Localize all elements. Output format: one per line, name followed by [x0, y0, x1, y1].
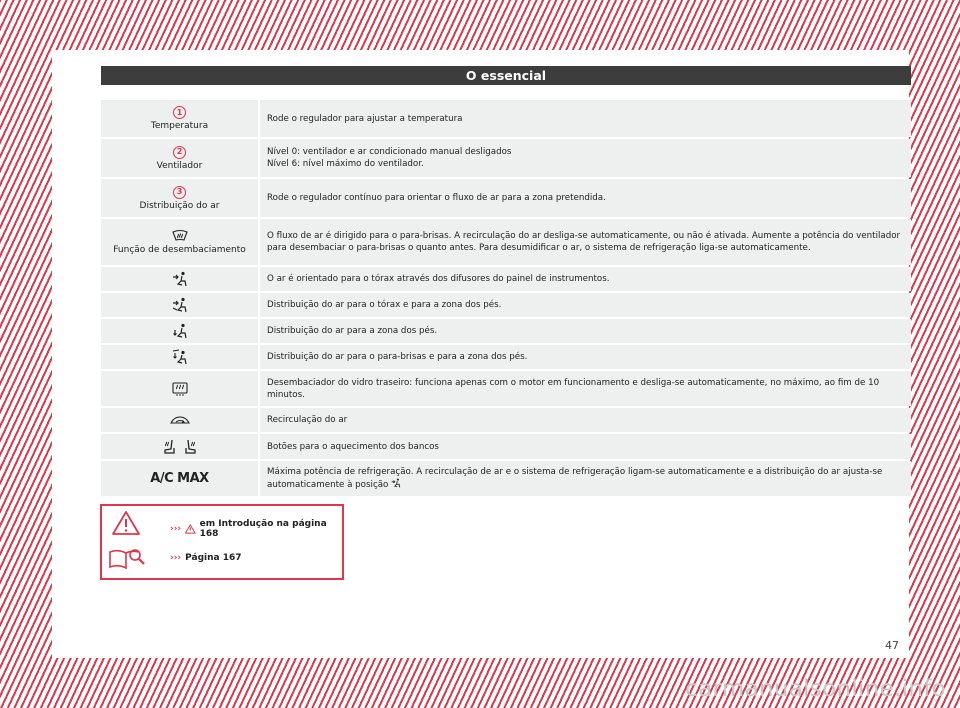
- table-row: [101, 219, 911, 265]
- page: [52, 50, 909, 658]
- airflow-chest-icon: [391, 478, 401, 488]
- section-header: O essencial: [101, 66, 911, 85]
- description-line: O ar é orientado para o tórax através dos difusores do painel de instrumentos.: [267, 274, 610, 284]
- row-description: [260, 434, 911, 459]
- description-line: Distribuição do ar para a zona dos pés.: [267, 326, 438, 336]
- description-line: Rode o regulador contínuo para orientar o fluxo de ar para a zona pretendida.: [267, 193, 606, 203]
- description-line: Rode o regulador para ajustar a temperatura: [267, 113, 463, 124]
- table-row: [101, 345, 911, 369]
- row-description: [260, 408, 911, 432]
- table-row: [101, 461, 911, 496]
- row-description: [260, 293, 911, 317]
- row-icon-cell: [101, 267, 260, 291]
- warning-small-icon: [185, 524, 196, 534]
- row-description: [260, 219, 911, 265]
- description-line: Máxima potência de refrigeração. A recirculação de ar e o sistema de refrigeração ligam-se automaticamente e a distribuição do ar ajusta-se automaticamente à posição: [267, 467, 883, 490]
- recirculation-icon: [170, 414, 190, 426]
- chevron-icon: ›››: [170, 553, 182, 563]
- row-label-cell: [101, 219, 260, 265]
- description-line: Distribuição do ar para o para-brisas e para a zona dos pés.: [267, 352, 528, 362]
- page-reference-text: Página 167: [185, 553, 242, 563]
- warning-triangle-icon: [112, 511, 140, 535]
- table-row: [101, 139, 911, 177]
- row-icon-cell: [101, 371, 260, 406]
- page-reference-link[interactable]: [170, 553, 242, 563]
- manual-book-icon: [108, 546, 146, 570]
- airflow-chest-icon: [172, 271, 188, 287]
- row-description: [260, 345, 911, 369]
- warning-reference-box: [100, 504, 344, 580]
- seat-heating-right-icon: [183, 439, 197, 455]
- number-badge: 2: [173, 146, 186, 159]
- table-row: [101, 434, 911, 459]
- watermark: carmanualsonline.info: [685, 676, 946, 702]
- controls-table: [101, 100, 911, 498]
- row-label: Ventilador: [156, 160, 203, 171]
- description-line: Botões para o aquecimento dos bancos: [267, 441, 439, 452]
- table-row: [101, 179, 911, 217]
- row-description: [260, 371, 911, 406]
- row-description: [260, 100, 911, 137]
- row-description: [260, 267, 911, 291]
- row-description: [260, 179, 911, 217]
- row-description: [260, 319, 911, 343]
- table-row: [101, 293, 911, 317]
- row-label-cell: [101, 139, 260, 177]
- windshield-defrost-icon: [172, 229, 188, 242]
- row-icon-cell: [101, 319, 260, 343]
- description-line: Desembaciador do vidro traseiro: funciona apenas com o motor em funcionamento e desliga-se automaticamente, no máximo, ao fim de 10 minutos.: [267, 377, 880, 400]
- description-line: Nível 6: nível máximo do ventilador.: [267, 159, 424, 169]
- warning-reference-link[interactable]: [170, 519, 342, 539]
- rear-window-defrost-icon: [172, 382, 188, 396]
- ac-max-icon: A/C MAX: [150, 471, 209, 486]
- airflow-chest-feet-icon: [172, 297, 188, 313]
- row-label: Temperatura: [150, 121, 209, 131]
- page-number: 47: [885, 639, 899, 652]
- airflow-feet-icon: [172, 323, 188, 339]
- airflow-windshield-feet-icon: [172, 349, 188, 365]
- number-badge: 1: [173, 106, 186, 119]
- row-label: Distribuição do ar: [139, 200, 220, 211]
- description-line: Nível 0: ventilador e ar condicionado manual desligados: [267, 147, 512, 157]
- row-label-cell: [101, 179, 260, 217]
- table-row: [101, 267, 911, 291]
- row-description: [260, 139, 911, 177]
- row-label: Função de desembaciamento: [113, 245, 246, 255]
- warning-reference-text: em Introdução na página 168: [199, 519, 327, 539]
- seat-heating-left-icon: [163, 439, 177, 455]
- table-row: [101, 371, 911, 406]
- row-icon-cell: [101, 434, 260, 459]
- table-row: [101, 408, 911, 432]
- table-row: [101, 319, 911, 343]
- row-description: [260, 461, 911, 496]
- chevron-icon: ›››: [170, 524, 182, 534]
- description-line: Distribuição do ar para o tórax e para a zona dos pés.: [267, 300, 502, 310]
- row-icon-cell: [101, 408, 260, 432]
- table-row: [101, 100, 911, 137]
- row-icon-cell: [101, 293, 260, 317]
- number-badge: 3: [173, 186, 186, 199]
- row-icon-cell: [101, 461, 260, 496]
- description-line: Recirculação do ar: [267, 415, 348, 425]
- description-line: O fluxo de ar é dirigido para o para-brisas. A recirculação do ar desliga-se automaticamente, ou não é ativada. Aumente a potência do ventilador para desembaciar o para-brisas o quanto antes. Para desumidificar o ar, o sistema de refrigeração liga-se automaticamente.: [267, 231, 901, 253]
- row-label-cell: [101, 100, 260, 137]
- row-icon-cell: [101, 345, 260, 369]
